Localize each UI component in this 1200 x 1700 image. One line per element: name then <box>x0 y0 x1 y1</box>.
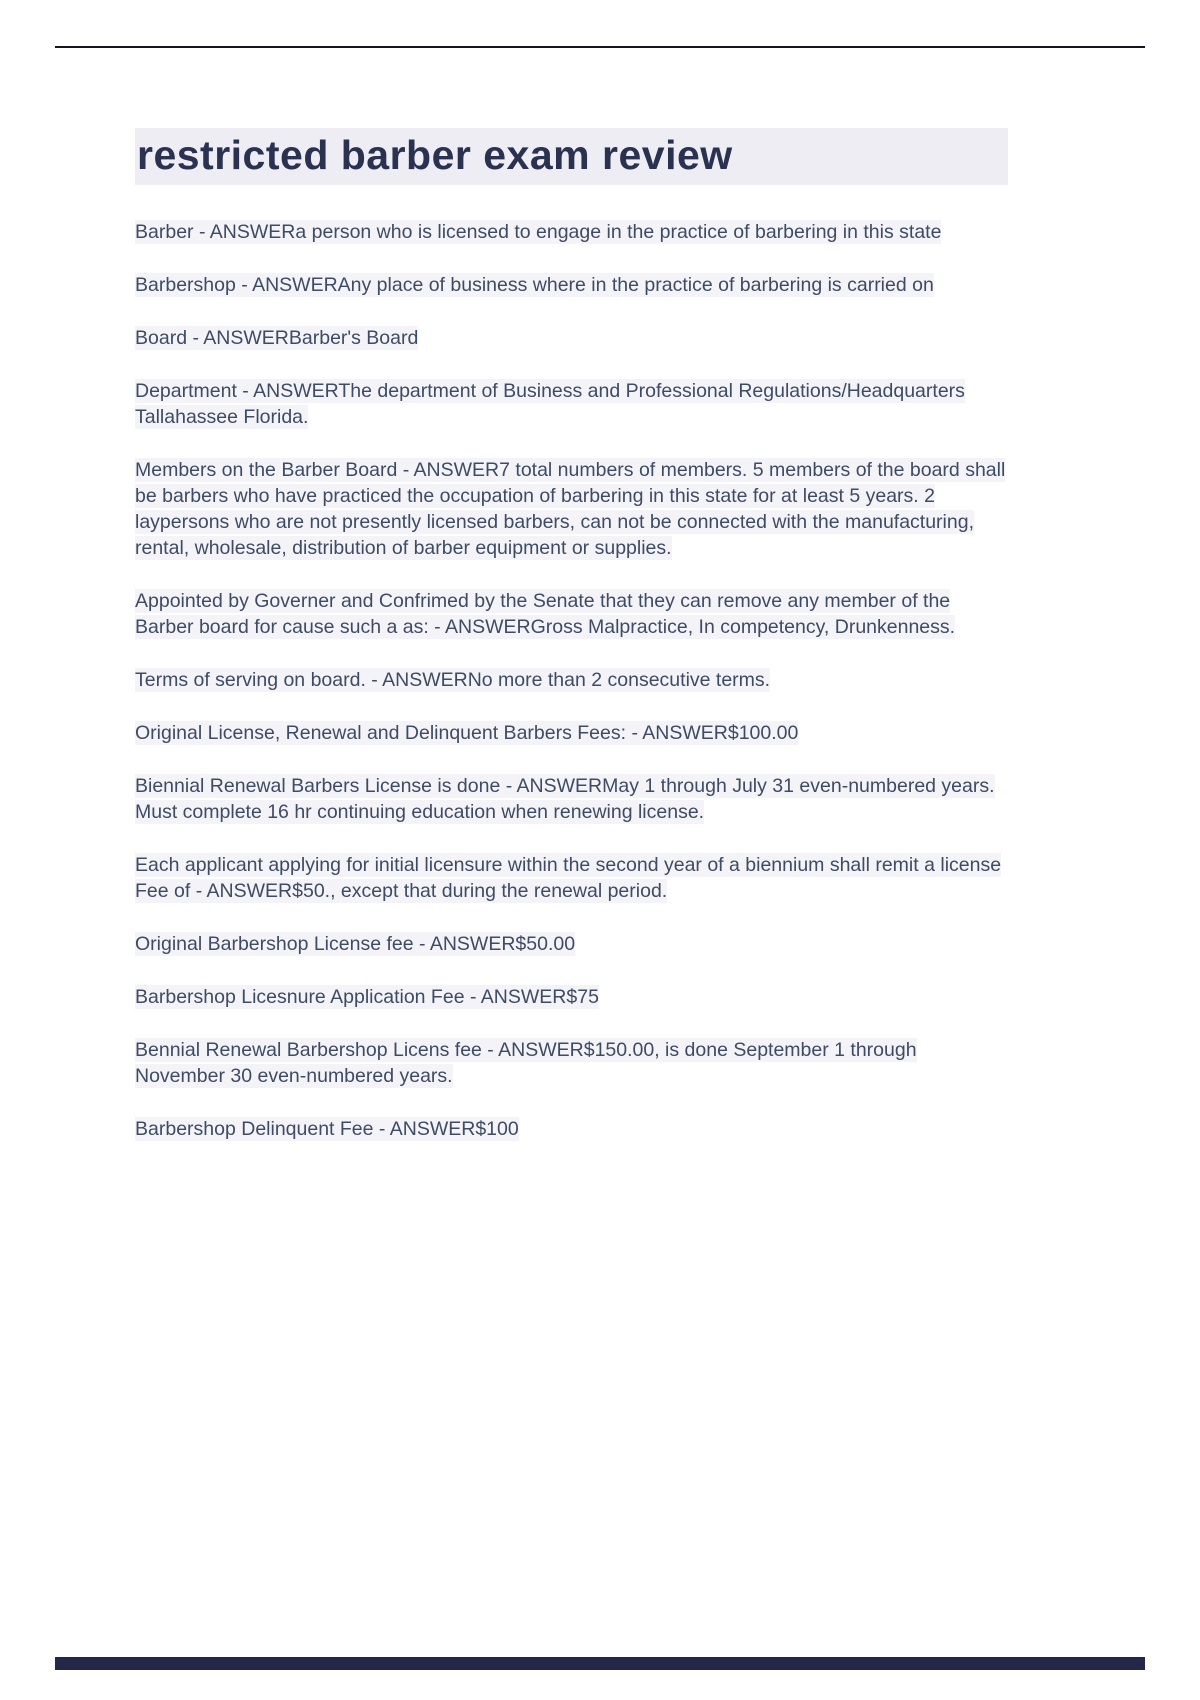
qa-paragraph-text: Each applicant applying for initial licensure within the second year of a biennium shall remit a license Fee of - ANSWER$50., except that during the renewal period. <box>135 854 1002 902</box>
qa-paragraph <box>135 852 1008 904</box>
qa-paragraph-text: Original License, Renewal and Delinquent Barbers Fees: - ANSWER$100.00 <box>135 722 799 744</box>
qa-paragraph <box>135 588 1008 640</box>
qa-paragraph <box>135 1037 1008 1089</box>
qa-paragraph <box>135 984 1008 1010</box>
qa-paragraph <box>135 378 1008 430</box>
qa-paragraph-text: Terms of serving on board. - ANSWERNo more than 2 consecutive terms. <box>135 669 771 691</box>
qa-paragraph-text: Barbershop - ANSWERAny place of business where in the practice of barbering is carried on <box>135 274 934 296</box>
qa-paragraph <box>135 773 1008 825</box>
qa-paragraph-text: Barbershop Delinquent Fee - ANSWER$100 <box>135 1118 519 1140</box>
footer-bar <box>55 1657 1145 1670</box>
qa-paragraph-text: Board - ANSWERBarber's Board <box>135 327 419 349</box>
qa-paragraph <box>135 667 1008 693</box>
document-content <box>135 128 1008 1169</box>
qa-paragraph <box>135 457 1008 561</box>
qa-paragraph <box>135 720 1008 746</box>
top-rule <box>55 46 1145 48</box>
qa-paragraph-text: Department - ANSWERThe department of Business and Professional Regulations/Headquarters Tallahassee Florida. <box>135 380 965 428</box>
qa-paragraph-text: Bennial Renewal Barbershop Licens fee - ANSWER$150.00, is done September 1 through November 30 even-numbered years. <box>135 1039 917 1087</box>
qa-paragraph <box>135 931 1008 957</box>
qa-paragraph <box>135 272 1008 298</box>
qa-paragraph-text: Members on the Barber Board - ANSWER7 total numbers of members. 5 members of the board shall be barbers who have practiced the occupation of barbering in this state for at least 5 years. 2 laypersons who are not presently licensed barbers, can not be connected with the manufacturing, rental, wholesale, distribution of barber equipment or supplies. <box>135 459 1006 559</box>
qa-paragraph-text: Biennial Renewal Barbers License is done - ANSWERMay 1 through July 31 even-numbered years. Must complete 16 hr continuing education when renewing license. <box>135 775 995 823</box>
qa-paragraph-text: Appointed by Governer and Confrimed by the Senate that they can remove any member of the Barber board for cause such a as: - ANSWERGross Malpractice, In competency, Drunkenness. <box>135 590 956 638</box>
page-title: restricted barber exam review <box>135 128 1008 185</box>
qa-paragraph-text: Barbershop Licesnure Application Fee - ANSWER$75 <box>135 986 599 1008</box>
qa-paragraph <box>135 219 1008 245</box>
qa-paragraph-text: Original Barbershop License fee - ANSWER$50.00 <box>135 933 576 955</box>
qa-paragraph-text: Barber - ANSWERa person who is licensed to engage in the practice of barbering in this state <box>135 221 942 243</box>
qa-paragraph <box>135 1116 1008 1142</box>
qa-paragraph <box>135 325 1008 351</box>
